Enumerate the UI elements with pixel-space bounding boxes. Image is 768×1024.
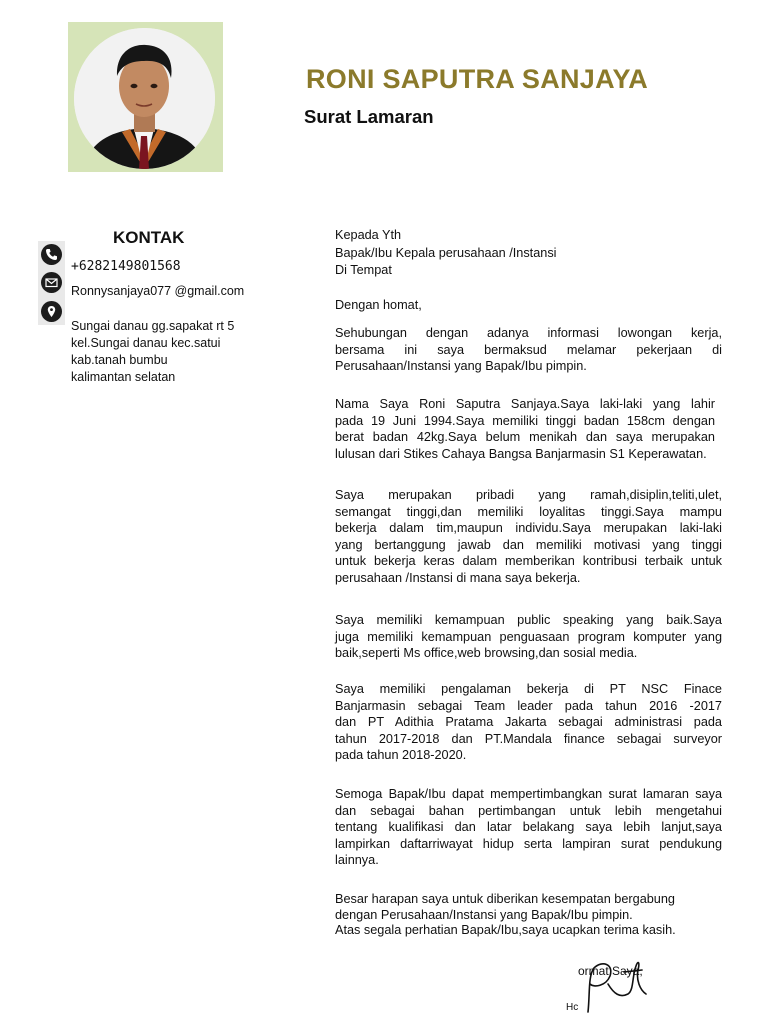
paragraph-line: Banjarmasin sebagai Team leader pada tahun 2016 -2017	[335, 698, 722, 713]
paragraph-line: bersama ini saya bermaksud melamar pekerjaan di	[335, 342, 722, 357]
recipient-line: Kepada Yth	[335, 228, 402, 242]
paragraph-line: dengan Perusahaan/Instansi yang Bapak/Ibu pimpin.	[335, 907, 633, 922]
paragraph-line: perusahaan /Instansi di mana saya bekerja.	[335, 570, 581, 585]
paragraph-line: yang bertanggung jawab dan memiliki motivasi yang tinggi	[335, 537, 722, 552]
paragraph-line: Besar harapan saya untuk diberikan kesempatan bergabung	[335, 892, 675, 906]
address-line: kel.Sungai danau kec.satui	[71, 336, 221, 350]
letter-paragraph	[335, 612, 722, 662]
contact-email: Ronnysanjaya077 @gmail.com	[71, 284, 245, 298]
contact-icon-strip	[38, 241, 65, 325]
letter-paragraph	[335, 786, 722, 869]
letter-greeting	[335, 297, 722, 314]
signature-closing: ormat Saya,	[578, 964, 643, 978]
letter-paragraph	[335, 396, 715, 462]
paragraph-line: lampirkan daftarriwayat hidup serta lampiran surat pendukung	[335, 836, 722, 851]
paragraph-line: lainnya.	[335, 853, 379, 868]
location-icon	[41, 301, 62, 322]
letter-paragraph	[335, 681, 722, 764]
contact-phone: +6282149801568	[71, 259, 181, 274]
contact-heading: KONTAK	[113, 228, 185, 247]
paragraph-line: Saya memiliki pengalaman bekerja di PT NSC Finace	[335, 682, 722, 696]
person-portrait-icon	[74, 28, 215, 169]
letter-paragraph	[335, 325, 722, 375]
address-line: Sungai danau gg.sapakat rt 5	[71, 319, 235, 333]
address-line: kab.tanah bumbu	[71, 353, 168, 367]
paragraph-line: lulusan dari Stikes Cahaya Bangsa Banjarmasin S1 Keperawatan.	[335, 446, 707, 461]
paragraph-line: tentang kualifikasi dan latar belakang saya lebih lanjut,saya	[335, 820, 722, 835]
greeting-line: Dengan homat,	[335, 298, 422, 312]
letter-recipient	[335, 227, 722, 279]
paragraph-line: dan sebagai bahan pertimbangan untuk lebih mengetahui	[335, 803, 722, 818]
paragraph-line: baik,seperti Ms office,web browsing,dan sosial media.	[335, 646, 638, 661]
address-line: kalimantan selatan	[71, 370, 176, 384]
paragraph-line: dan PT Adithia Pratama Jakarta sebagai administrasi pada	[335, 715, 722, 730]
paragraph-line: pada tahun 2018-2020.	[335, 748, 467, 763]
handwritten-signature	[580, 954, 650, 1016]
letter-paragraph	[335, 487, 722, 587]
paragraph-line: bekerja dalam tim,maupun individu.Saya merupakan laki-laki	[335, 521, 722, 536]
paragraph-line: tahun 2017-2018 dan PT.Mandala finance sebagai surveyor	[335, 731, 722, 746]
paragraph-line: juga memiliki kemampuan penguasaan program komputer yang	[335, 629, 722, 644]
phone-icon	[41, 244, 62, 265]
document-subtitle: Surat Lamaran	[304, 106, 434, 127]
contact-address	[71, 318, 234, 386]
paragraph-line: untuk bekerja keras dalam memberikan kontribusi terbaik untuk	[335, 554, 722, 569]
applicant-name: RONI SAPUTRA SANJAYA	[306, 64, 649, 94]
recipient-line: Bapak/Ibu Kepala perusahaan /Instansi	[335, 245, 557, 260]
paragraph-line: berat badan 42kg.Saya belum menikah dan saya merupakan	[335, 430, 715, 445]
signature-initials: Hc	[566, 1002, 579, 1013]
paragraph-line: Semoga Bapak/Ibu dapat mempertimbangkan surat lamaran saya	[335, 787, 722, 801]
profile-photo-frame	[68, 22, 223, 172]
paragraph-line: Nama Saya Roni Saputra Sanjaya.Saya laki-laki yang lahir	[335, 397, 715, 411]
paragraph-line: Perusahaan/Instansi yang Bapak/Ibu pimpin.	[335, 359, 587, 374]
paragraph-line: pada 19 Juni 1994.Saya memiliki tinggi badan 158cm dengan	[335, 413, 715, 428]
letter-paragraph	[335, 892, 722, 939]
profile-photo	[74, 28, 215, 169]
recipient-line: Di Tempat	[335, 263, 392, 278]
paragraph-line: Saya memiliki kemampuan public speaking yang baik.Saya	[335, 613, 722, 627]
paragraph-line: Saya merupakan pribadi yang ramah,disiplin,teliti,ulet,	[335, 488, 722, 502]
mail-icon	[41, 272, 62, 293]
paragraph-line: Atas segala perhatian Bapak/Ibu,saya ucapkan terima kasih.	[335, 923, 676, 937]
paragraph-line: Sehubungan dengan adanya informasi lowongan kerja,	[335, 326, 722, 340]
paragraph-line: semangat tinggi,dan memiliki loyalitas tinggi.Saya mampu	[335, 504, 722, 519]
